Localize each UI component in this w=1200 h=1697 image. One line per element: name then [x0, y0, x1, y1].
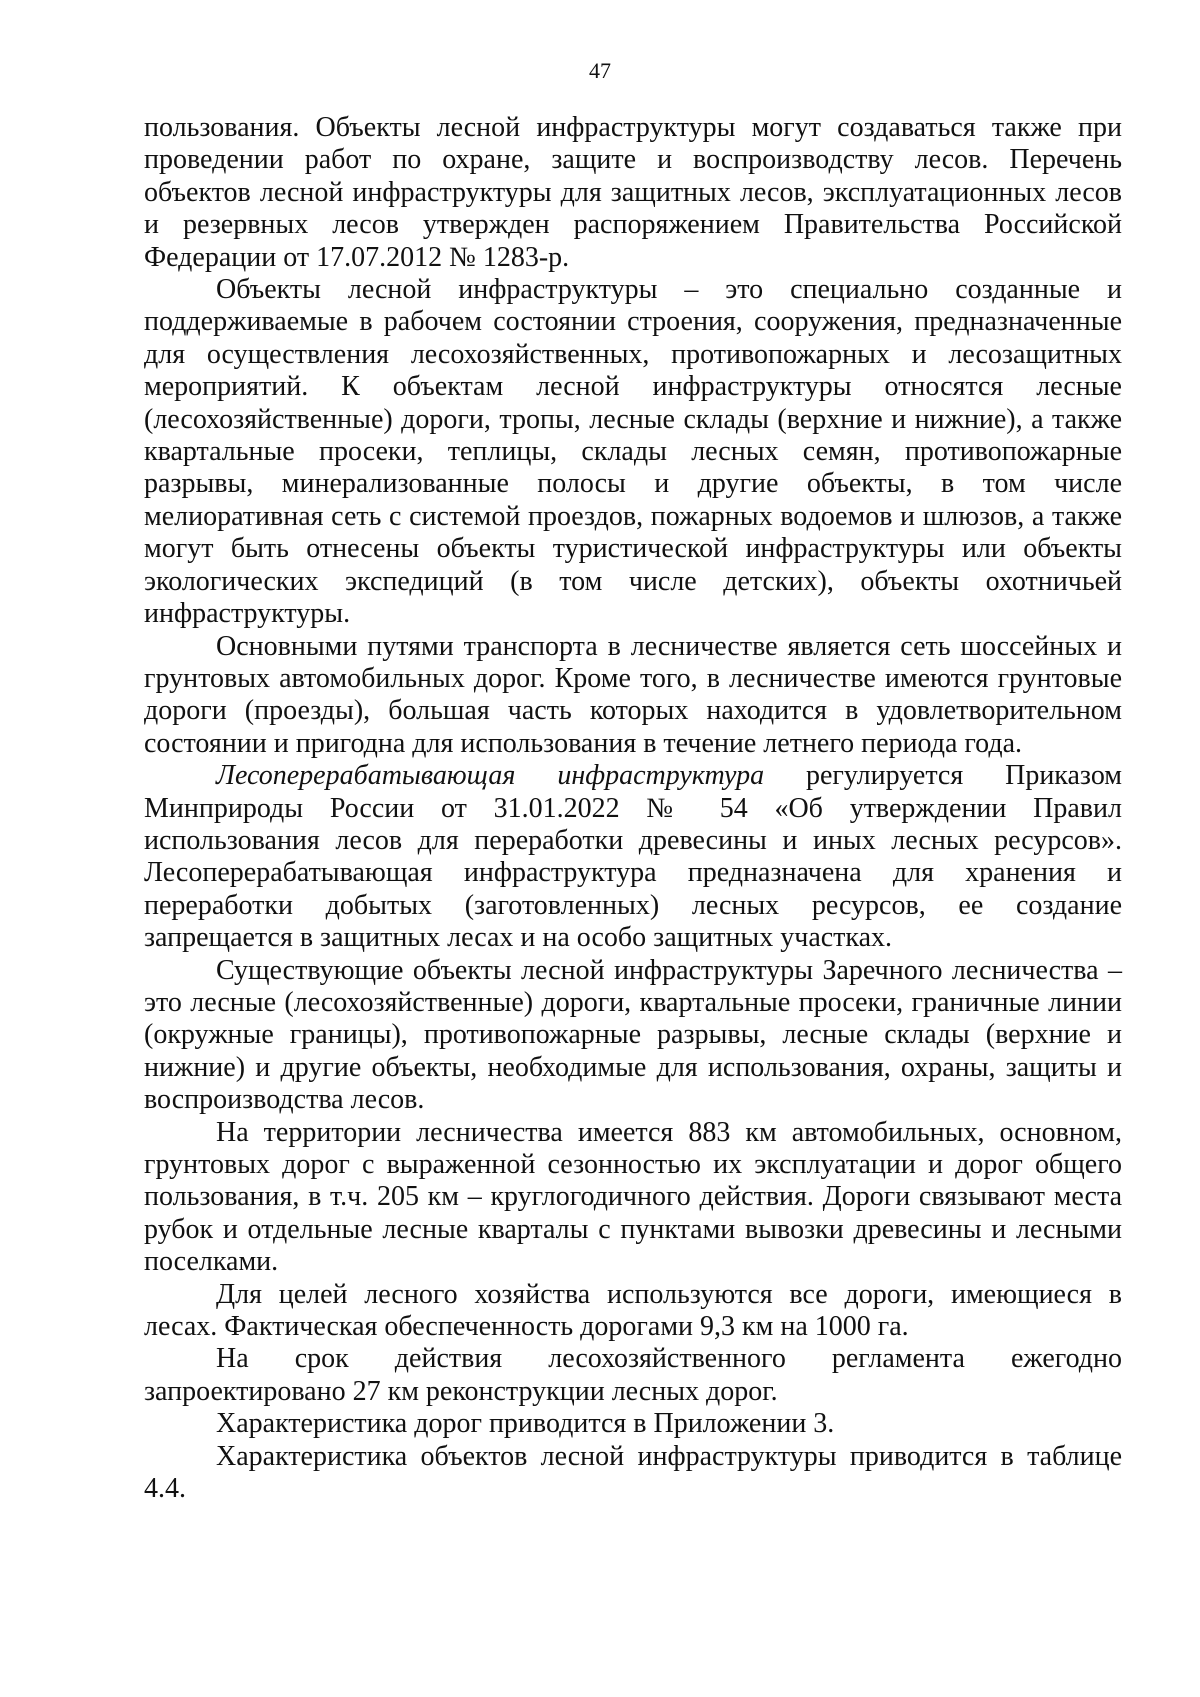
page-number: 47	[589, 58, 611, 83]
paragraph-4	[144, 760, 1122, 954]
paragraph-2: Объекты лесной инфраструктуры – это специально созданные и поддерживаемые в рабочем состоянии строения, сооружения, предназначенные для осуществления лесохозяйственных, противопожарных и лесозащитных мероприятий. К объектам лесной инфраструктуры относятся лесные (лесохозяйственные) дороги, тропы, лесные склады (верхние и нижние), а также квартальные просеки, теплицы, склады лесных семян, противопожарные разрывы, минерализованные полосы и другие объекты, в том числе мелиоративная сеть с системой проездов, пожарных водоемов и шлюзов, а также могут быть отнесены объекты туристической инфраструктуры или объекты экологических экспедиций (в том числе детских), объекты охотничьей инфраструктуры.	[144, 274, 1122, 630]
paragraph-10: Характеристика объектов лесной инфраструктуры приводится в таблице 4.4.	[144, 1440, 1122, 1505]
paragraph-6: На территории лесничества имеется 883 км автомобильных, основном, грунтовых дорог с выраженной сезонностью их эксплуатации и дорог общего пользования, в т.ч. 205 км – круглогодичного действия. Дороги связывают места рубок и отдельные лесные кварталы с пунктами вывозки древесины и лесными поселками.	[144, 1116, 1122, 1278]
paragraph-8: На срок действия лесохозяйственного регламента ежегодно запроектировано 27 км реконструкции лесных дорог.	[144, 1343, 1122, 1407]
paragraph-5: Существующие объекты лесной инфраструктуры Заречного лесничества – это лесные (лесохозяйственные) дороги, квартальные просеки, граничные линии (окружные границы), противопожарные разрывы, лесные склады (верхние и нижние) и другие объекты, необходимые для использования, охраны, защиты и воспроизводства лесов.	[144, 954, 1122, 1116]
paragraph-1: пользования. Объекты лесной инфраструктуры могут создаваться также при проведении работ по охране, защите и воспроизводству лесов. Перечень объектов лесной инфраструктуры для защитных лесов, эксплуатационных лесов и резервных лесов утвержден распоряжением Правительства Российской Федерации от 17.07.2012 № 1283-р.	[144, 112, 1122, 273]
paragraph-7: Для целей лесного хозяйства используются все дороги, имеющиеся в лесах. Фактическая обеспеченность дорогами 9,3 км на 1000 га.	[144, 1278, 1122, 1343]
document-body	[144, 112, 1122, 1505]
paragraph-3: Основными путями транспорта в лесничестве является сеть шоссейных и грунтовых автомобильных дорог. Кроме того, в лесничестве имеются грунтовые дороги (проезды), большая часть которых находится в удовлетворительном состоянии и пригодна для использования в течение летнего периода года.	[144, 630, 1122, 759]
italic-term: Лесоперерабатывающая инфраструктура	[216, 760, 765, 792]
paragraph-9: Характеристика дорог приводится в Приложении 3.	[216, 1408, 835, 1440]
paragraph-4-text: регулируется Приказом Минприроды России от 31.01.2022 № 54 «Об утверждении Правил использования лесов для переработки древесины и иных лесных ресурсов». Лесоперерабатывающая инфраструктура предназначена для хранения и переработки добытых (заготовленных) лесных ресурсов, ее создание запрещается в защитных лесах и на особо защитных участках.	[144, 760, 1122, 954]
